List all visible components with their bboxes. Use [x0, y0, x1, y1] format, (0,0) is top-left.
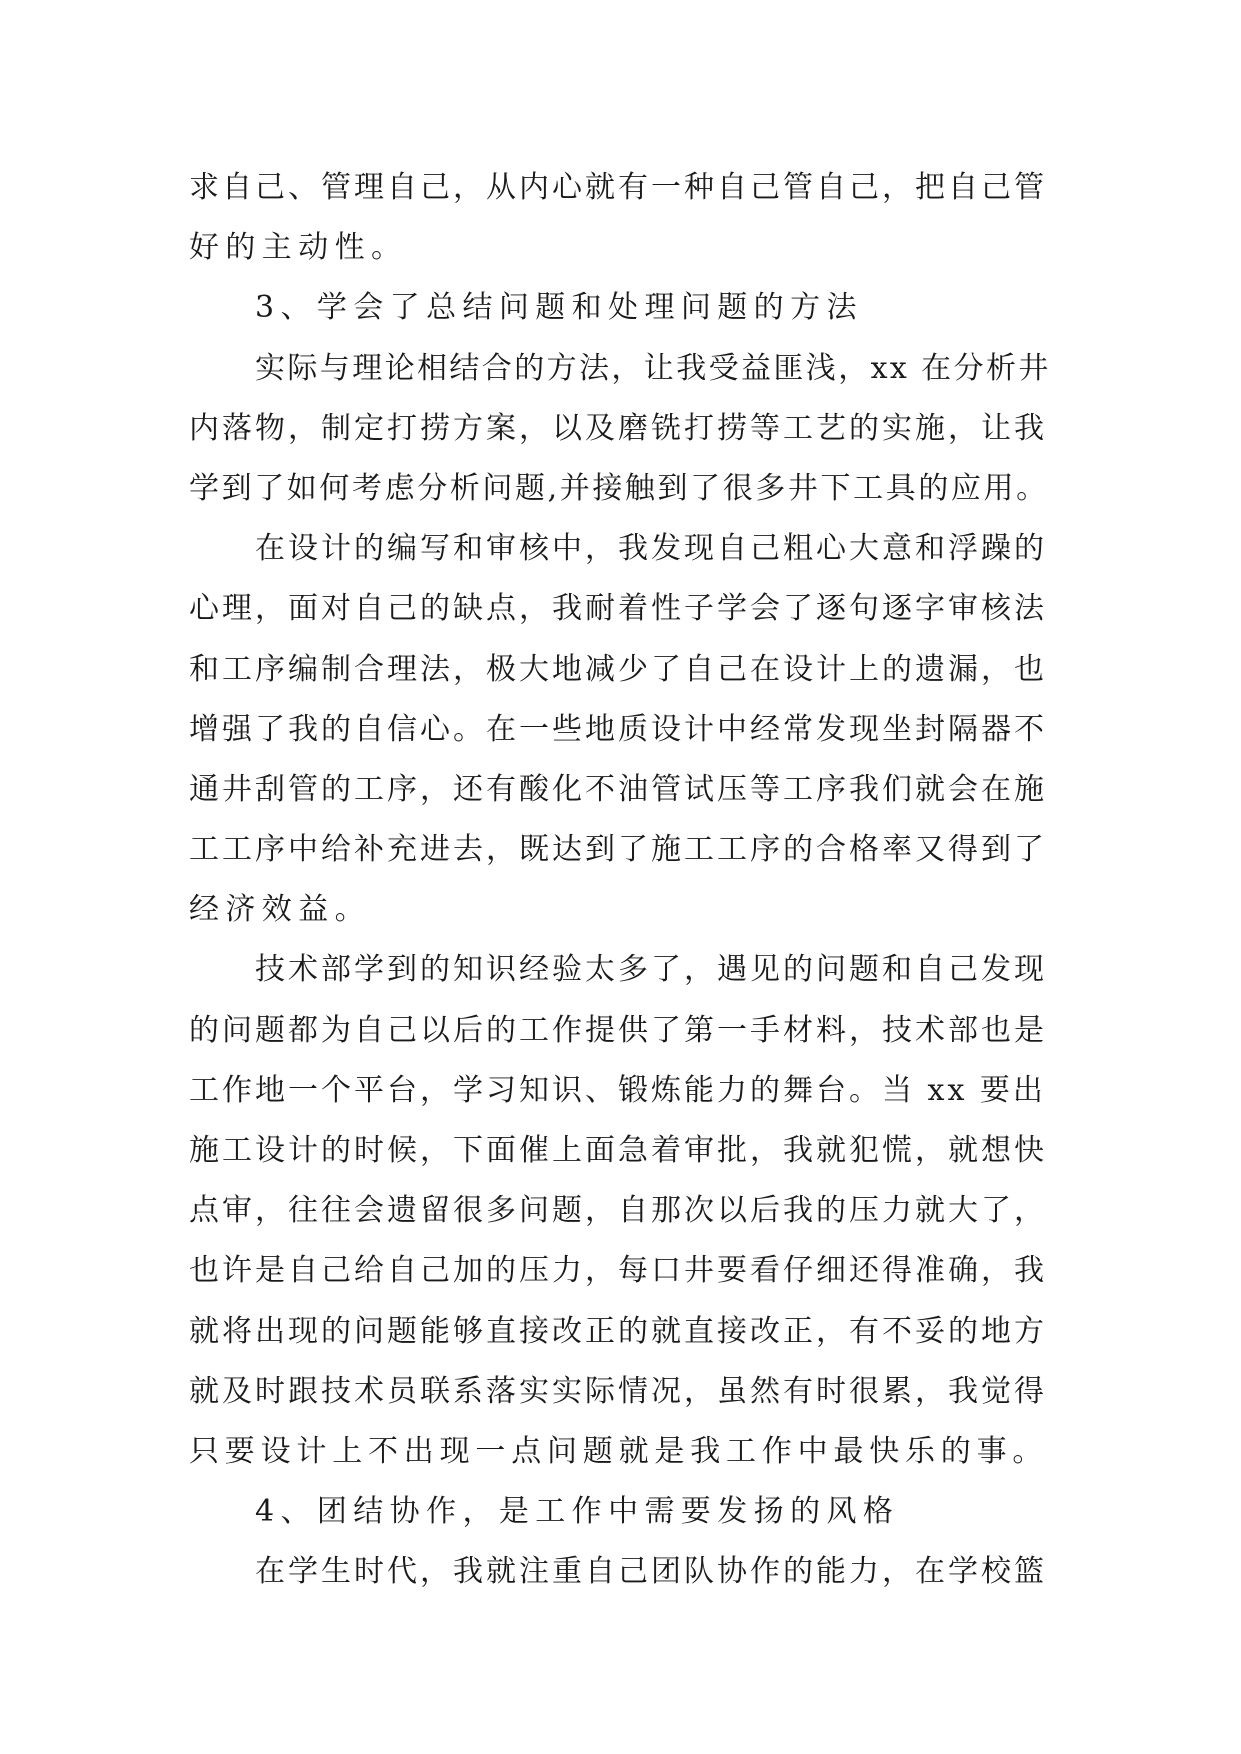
text-line: 施工设计的时候，下面催上面急着审批，我就犯慌，就想快: [189, 1133, 1047, 1168]
text-line: 工作地一个平台，学习知识、锻炼能力的舞台。当 xx 要出: [189, 1072, 1046, 1108]
text-line: 实际与理论相结合的方法，让我受益匪浅，xx 在分析井: [255, 350, 1051, 386]
text-line: 的问题都为自己以后的工作提供了第一手材料，技术部也是: [189, 1012, 1047, 1048]
text-line: 技术部学到的知识经验太多了，遇见的问题和自己发现: [255, 952, 1047, 988]
text-line: 在设计的编写和审核中，我发现自己粗心大意和浮躁的: [255, 531, 1047, 567]
text-line: 也许是自己给自己加的压力，每口井要看仔细还得准确，我: [189, 1253, 1047, 1289]
text-line: 学到了如何考虑分析问题,并接触到了很多井下工具的应用。: [189, 470, 1049, 506]
text-line: 在学生时代，我就注重自己团队协作的能力，在学校篮: [255, 1554, 1047, 1590]
text-line: 求自己、管理自己，从内心就有一种自己管自己，把自己管: [189, 170, 1047, 205]
text-line: 内落物，制定打捞方案，以及磨铣打捞等工艺的实施，让我: [189, 410, 1047, 446]
text-line: 3、学会了总结问题和处理问题的方法: [255, 290, 863, 326]
document-body: [189, 158, 1051, 1603]
text-line: 好的主动性。: [189, 230, 408, 266]
text-line: 通井刮管的工序，还有酸化不油管试压等工序我们就会在施: [189, 771, 1047, 807]
text-line: 和工序编制合理法，极大地减少了自己在设计上的遗漏，也: [189, 651, 1047, 687]
text-line: 心理，面对自己的缺点，我耐着性子学会了逐句逐字审核法: [189, 591, 1047, 627]
text-line: 工工序中给补充进去，既达到了施工工序的合格率又得到了: [189, 832, 1047, 868]
text-line: 只要设计上不出现一点问题就是我工作中最快乐的事。: [189, 1433, 1049, 1469]
text-line: 就及时跟技术员联系落实实际情况，虽然有时很累，我觉得: [189, 1373, 1047, 1409]
text-line: 经济效益。: [189, 892, 371, 928]
text-line: 增强了我的自信心。在一些地质设计中经常发现坐封隔器不: [189, 711, 1047, 747]
text-line: 点审，往往会遗留很多问题，自那次以后我的压力就大了，: [189, 1193, 1047, 1229]
text-line: 就将出现的问题能够直接改正的就直接改正，有不妥的地方: [189, 1313, 1047, 1349]
text-line: 4、团结协作，是工作中需要发扬的风格: [255, 1494, 900, 1530]
